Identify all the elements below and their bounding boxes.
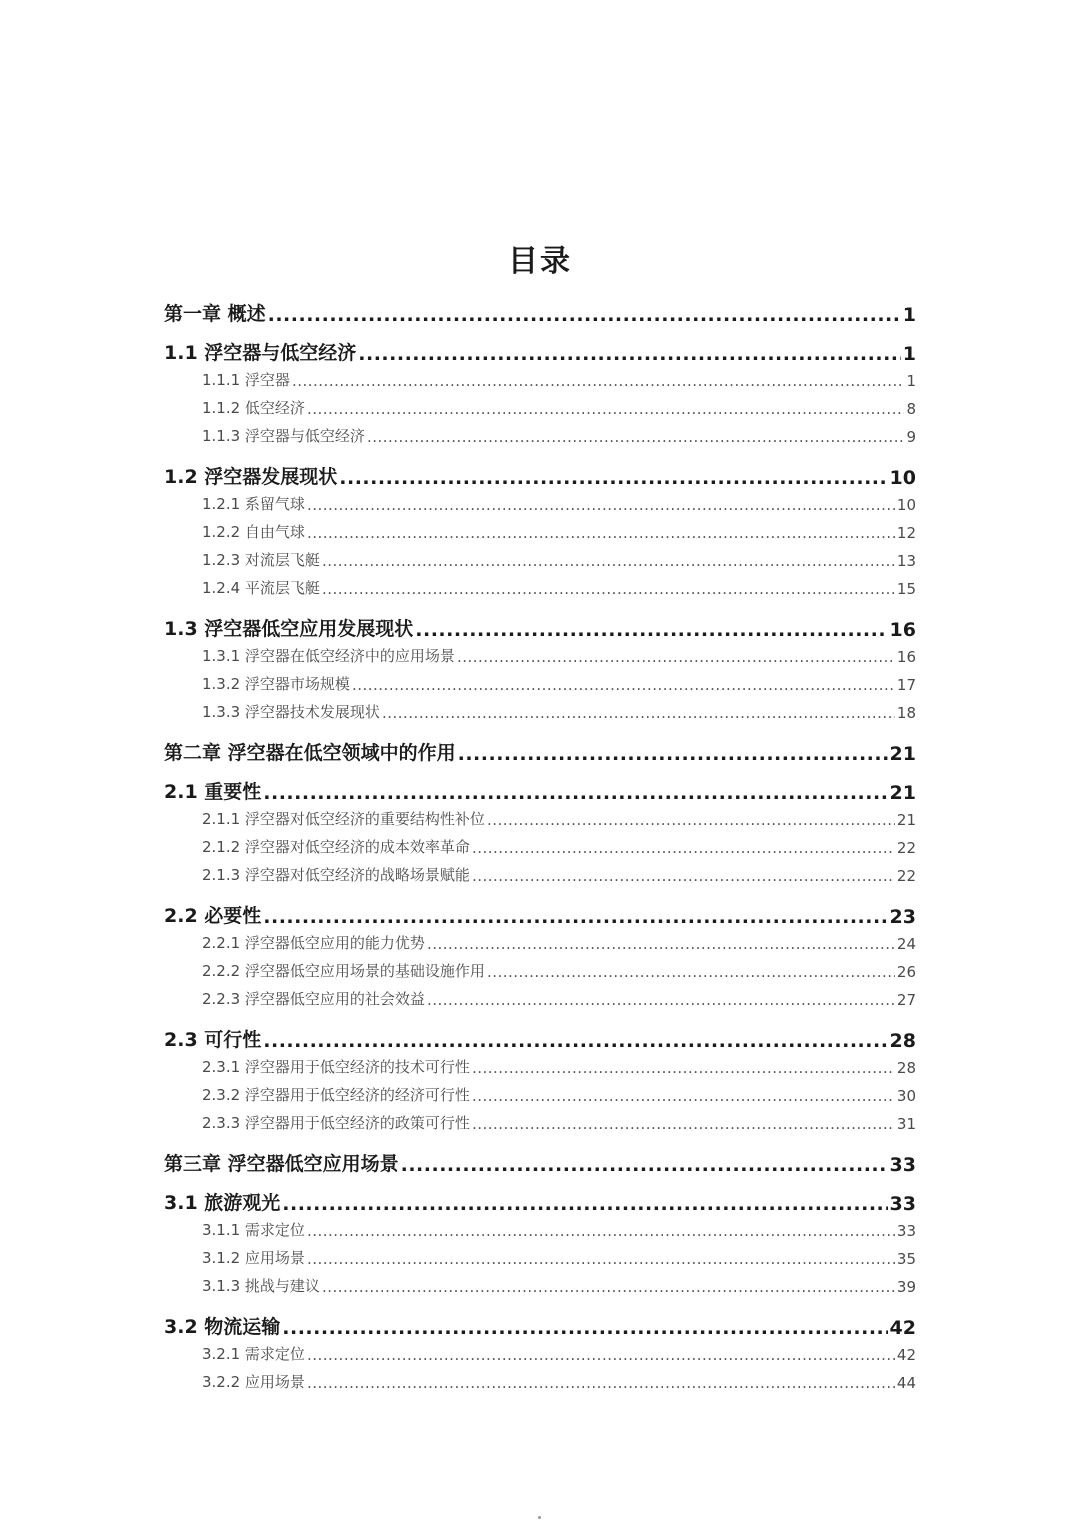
toc-entry-page: 17 (896, 676, 916, 694)
dot-leader (263, 785, 887, 804)
dot-leader (339, 470, 887, 489)
toc-entry[interactable] (202, 1248, 916, 1268)
toc-entry-label: 1.2.4 平流层飞艇 (202, 579, 320, 597)
toc-entry-page: 10 (896, 496, 916, 514)
toc-title: 目录 (508, 244, 572, 279)
toc-entry[interactable] (202, 494, 916, 514)
toc-entry-page: 33 (889, 1154, 916, 1176)
dot-leader (487, 966, 895, 981)
toc-entry[interactable] (202, 989, 916, 1009)
toc-entry-page: 27 (896, 991, 916, 1009)
toc-entry-page: 16 (896, 648, 916, 666)
toc-entry-label: 2.2 必要性 (164, 905, 262, 927)
toc-entry[interactable] (164, 617, 916, 641)
toc-entry[interactable] (164, 741, 916, 765)
toc-entry-page: 21 (896, 811, 916, 829)
toc-entry-page: 22 (896, 839, 916, 857)
toc-entry-label: 3.1.3 挑战与建议 (202, 1277, 320, 1295)
toc-entry-page: 26 (896, 963, 916, 981)
toc-entry-page: 9 (906, 428, 916, 446)
dot-leader (292, 375, 905, 390)
toc-entry-label: 1.1.2 低空经济 (202, 399, 305, 417)
toc-entry-label: 1.3.3 浮空器技术发展现状 (202, 703, 380, 721)
toc-entry[interactable] (164, 1315, 916, 1339)
toc-entry-label: 3.2.2 应用场景 (202, 1373, 305, 1391)
toc-entry-label: 3.1.2 应用场景 (202, 1249, 305, 1267)
toc-entry[interactable] (202, 702, 916, 722)
toc-entry-page: 42 (889, 1317, 916, 1339)
toc-entry[interactable] (164, 465, 916, 489)
toc-entry[interactable] (202, 933, 916, 953)
dot-leader (307, 1377, 895, 1392)
toc-entry[interactable] (202, 426, 916, 446)
toc-entry-page: 18 (896, 704, 916, 722)
toc-entry-page: 21 (889, 743, 916, 765)
dot-leader (282, 1320, 887, 1339)
toc-entry-page: 42 (896, 1346, 916, 1364)
dot-leader (427, 938, 895, 953)
toc-entry-label: 1.3.2 浮空器市场规模 (202, 675, 350, 693)
toc-entry[interactable] (202, 865, 916, 885)
toc-entry-page: 44 (896, 1374, 916, 1392)
dot-leader (322, 1281, 895, 1296)
toc-entry[interactable] (202, 809, 916, 829)
toc-entry-label: 2.1.1 浮空器对低空经济的重要结构性补位 (202, 810, 485, 828)
dot-leader (472, 1062, 895, 1077)
toc-entry-page: 24 (896, 935, 916, 953)
dot-leader (307, 403, 905, 418)
toc-entry-label: 2.1.3 浮空器对低空经济的战略场景赋能 (202, 866, 470, 884)
toc-entry[interactable] (202, 961, 916, 981)
toc-entry-label: 3.1.1 需求定位 (202, 1221, 305, 1239)
toc-entry-page: 31 (896, 1115, 916, 1133)
toc-entry-label: 1.3.1 浮空器在低空经济中的应用场景 (202, 647, 455, 665)
dot-leader (427, 994, 895, 1009)
toc-entry-label: 2.1.2 浮空器对低空经济的成本效率革命 (202, 838, 470, 856)
toc-entry[interactable] (164, 1191, 916, 1215)
toc-entry-page: 35 (896, 1250, 916, 1268)
toc-entry-label: 1.2 浮空器发展现状 (164, 466, 338, 488)
toc-entry-page: 10 (889, 467, 916, 489)
toc-entry[interactable] (202, 550, 916, 570)
toc-entry[interactable] (202, 370, 916, 390)
dot-leader (382, 707, 895, 722)
toc-entry-label: 2.3 可行性 (164, 1029, 262, 1051)
toc-entry-page: 1 (902, 304, 916, 326)
toc-entry[interactable] (164, 904, 916, 928)
dot-leader (472, 1090, 895, 1105)
toc-entry[interactable] (164, 1028, 916, 1052)
toc-entry-label: 第一章 概述 (164, 303, 266, 325)
dot-leader (307, 1349, 895, 1364)
toc-entry-page: 1 (902, 343, 916, 365)
toc-entry[interactable] (202, 1276, 916, 1296)
dot-leader (307, 527, 895, 542)
toc-entry-label: 2.3.2 浮空器用于低空经济的经济可行性 (202, 1086, 470, 1104)
toc-entry-page: 15 (896, 580, 916, 598)
toc-entry-label: 2.2.2 浮空器低空应用场景的基础设施作用 (202, 962, 485, 980)
toc-entry[interactable] (202, 837, 916, 857)
toc-entry-label: 2.1 重要性 (164, 781, 262, 803)
dot-leader (458, 746, 888, 765)
toc-entry-page: 39 (896, 1278, 916, 1296)
toc-entry-page: 16 (889, 619, 916, 641)
toc-entry-page: 8 (906, 400, 916, 418)
toc-entry-page: 21 (889, 782, 916, 804)
toc-entry-page: 13 (896, 552, 916, 570)
toc-entry-label: 3.2.1 需求定位 (202, 1345, 305, 1363)
dot-leader (487, 814, 895, 829)
dot-leader (322, 555, 895, 570)
dot-leader (472, 1118, 895, 1133)
toc-entry-page: 33 (896, 1222, 916, 1240)
dot-leader (322, 583, 895, 598)
toc-entry[interactable] (202, 398, 916, 418)
toc-entry-page: 33 (889, 1193, 916, 1215)
toc-entry-page: 1 (906, 372, 916, 390)
toc-entry-label: 1.1 浮空器与低空经济 (164, 342, 357, 364)
dot-leader (352, 679, 895, 694)
dot-leader (358, 346, 900, 365)
dot-leader (472, 870, 895, 885)
dot-leader (307, 1253, 895, 1268)
toc-entry[interactable] (164, 302, 916, 326)
toc-entry[interactable] (202, 1085, 916, 1105)
toc-entry[interactable] (202, 646, 916, 666)
toc-entry-label: 2.2.1 浮空器低空应用的能力优势 (202, 934, 425, 952)
toc-entry[interactable] (202, 674, 916, 694)
toc-entry[interactable] (202, 1344, 916, 1364)
toc-entry-page: 28 (896, 1059, 916, 1077)
toc-entry-label: 2.3.3 浮空器用于低空经济的政策可行性 (202, 1114, 470, 1132)
dot-leader (457, 651, 895, 666)
toc-entry-label: 1.3 浮空器低空应用发展现状 (164, 618, 414, 640)
dot-leader (401, 1157, 888, 1176)
toc-entry-label: 3.1 旅游观光 (164, 1192, 281, 1214)
toc-entry-page: 28 (889, 1030, 916, 1052)
toc-entry-label: 1.1.3 浮空器与低空经济 (202, 427, 365, 445)
dot-leader (268, 307, 901, 326)
toc-entry[interactable] (202, 578, 916, 598)
toc-entry[interactable] (164, 780, 916, 804)
toc-entry-page: 23 (889, 906, 916, 928)
toc-entry-label: 2.3.1 浮空器用于低空经济的技术可行性 (202, 1058, 470, 1076)
dot-leader (415, 622, 887, 641)
dot-leader (263, 1033, 887, 1052)
toc-entry-page: 22 (896, 867, 916, 885)
dot-leader (367, 431, 905, 446)
toc-entry[interactable] (202, 522, 916, 542)
toc-entry[interactable] (202, 1113, 916, 1133)
dot-leader (282, 1196, 887, 1215)
dot-leader (263, 909, 887, 928)
toc-entry-label: 1.1.1 浮空器 (202, 371, 290, 389)
toc-entry[interactable] (164, 1152, 916, 1176)
toc-entry-label: 3.2 物流运输 (164, 1316, 281, 1338)
toc-entry-label: 第三章 浮空器低空应用场景 (164, 1153, 399, 1175)
toc-entry-page: 12 (896, 524, 916, 542)
dot-leader (307, 499, 895, 514)
page-marker (538, 1516, 541, 1519)
toc-entry[interactable] (202, 1372, 916, 1392)
toc-entry-label: 1.2.3 对流层飞艇 (202, 551, 320, 569)
toc-entry-page: 30 (896, 1087, 916, 1105)
toc-entry-label: 第二章 浮空器在低空领域中的作用 (164, 742, 456, 764)
toc-entry-label: 1.2.2 自由气球 (202, 523, 305, 541)
toc-entry-label: 2.2.3 浮空器低空应用的社会效益 (202, 990, 425, 1008)
toc-entry-label: 1.2.1 系留气球 (202, 495, 305, 513)
dot-leader (307, 1225, 895, 1240)
dot-leader (472, 842, 895, 857)
toc-entry[interactable] (202, 1057, 916, 1077)
toc-entry[interactable] (164, 341, 916, 365)
toc-entry[interactable] (202, 1220, 916, 1240)
